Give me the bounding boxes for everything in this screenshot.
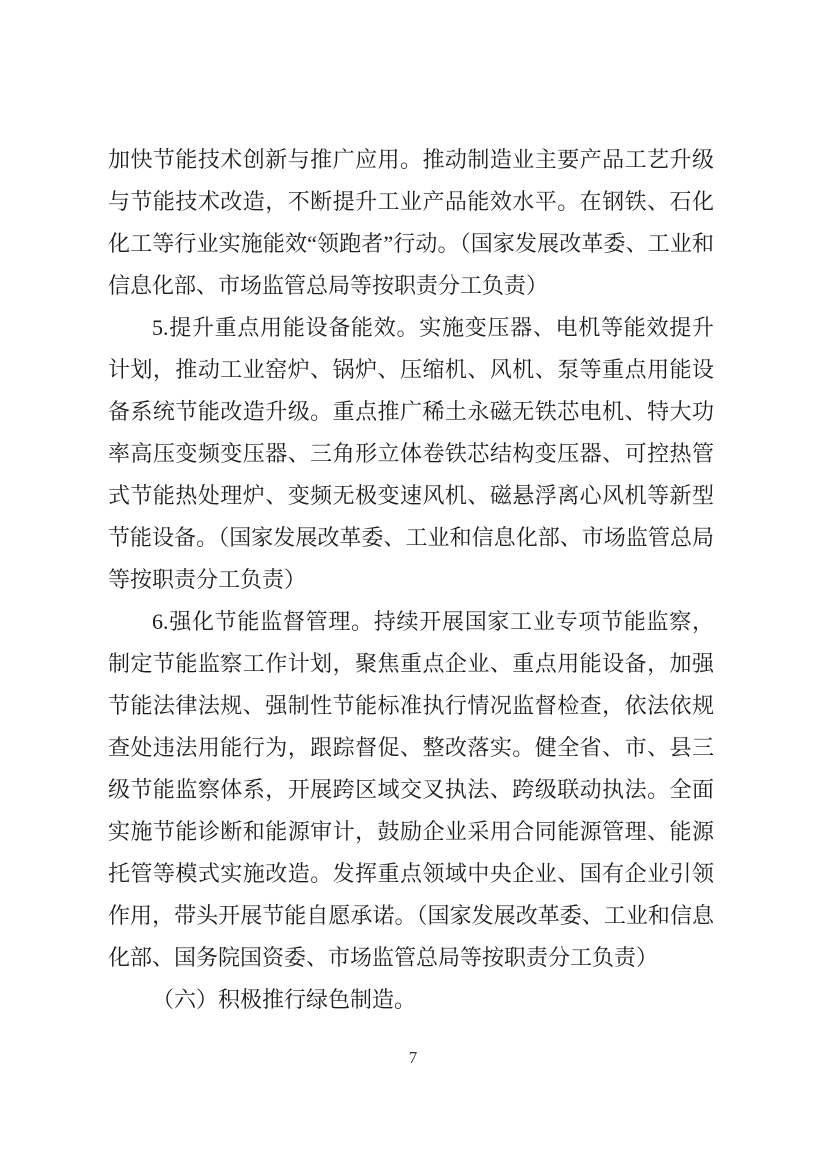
document-body	[108, 139, 714, 1021]
page-footer	[0, 1044, 826, 1072]
body-paragraph-continuation: 加快节能技术创新与推广应用。推动制造业主要产品工艺升级与节能技术改造，不断提升工业产品能效水平。在钢铁、石化化工等行业实施能效“领跑者”行动。（国家发展改革委、工业和信息化部、市场监管总局等按职责分工负责）	[108, 147, 714, 298]
body-paragraph-item-5: 5.提升重点用能设备能效。实施变压器、电机等能效提升计划，推动工业窑炉、锅炉、压缩机、风机、泵等重点用能设备系统节能改造升级。重点推广稀土永磁无铁芯电机、特大功率高压变频变压器、三角形立体卷铁芯结构变压器、可控热管式节能热处理炉、变频无极变速风机、磁悬浮离心风机等新型节能设备。（国家发展改革委、工业和信息化部、市场监管总局等按职责分工负责）	[108, 315, 714, 592]
body-paragraph-item-6: 6.强化节能监督管理。持续开展国家工业专项节能监察，制定节能监察工作计划，聚焦重点企业、重点用能设备，加强节能法律法规、强制性节能标准执行情况监督检查，依法依规查处违法用能行为，跟踪督促、整改落实。健全省、市、县三级节能监察体系，开展跨区域交叉执法、跨级联动执法。全面实施节能诊断和能源审计，鼓励企业采用合同能源管理、能源托管等模式实施改造。发挥重点领域中央企业、国有企业引领作用，带头开展节能自愿承诺。（国家发展改革委、工业和信息化部、国务院国资委、市场监管总局等按职责分工负责）	[108, 609, 714, 970]
section-heading-six: （六）积极推行绿色制造。	[152, 987, 417, 1012]
page-number: 7	[408, 1048, 418, 1067]
